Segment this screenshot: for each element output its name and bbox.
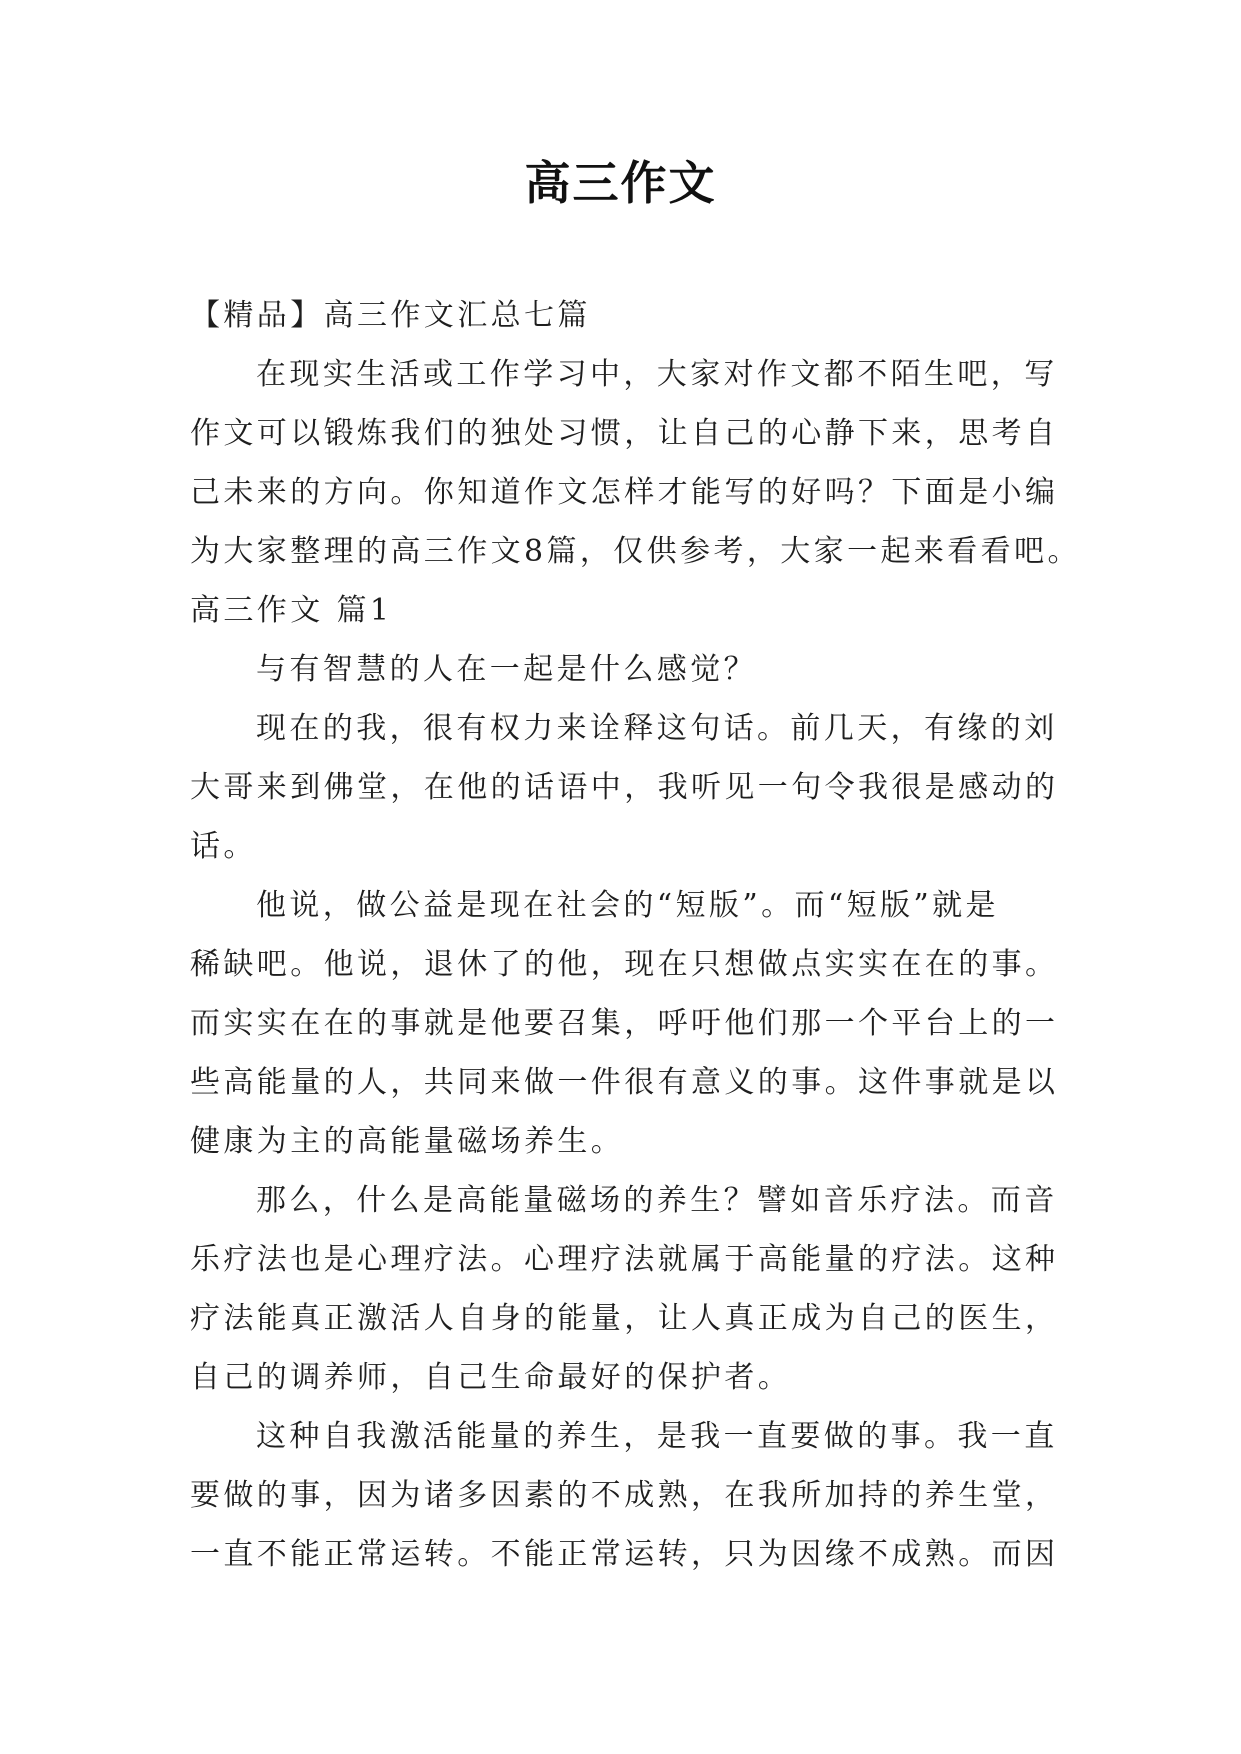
text-line: 他说，做公益是现在社会的“短版”。而“短版”就是 xyxy=(256,888,999,923)
text-line: 与有智慧的人在一起是什么感觉？ xyxy=(256,652,757,687)
text-line: 大哥来到佛堂，在他的话语中，我听见一句令我很是感动的 xyxy=(190,770,1059,805)
document-body xyxy=(190,286,1081,1584)
text-line: 【精品】高三作文汇总七篇 xyxy=(190,298,591,333)
text-line: 疗法能真正激活人自身的能量，让人真正成为自己的医生， xyxy=(190,1301,1059,1336)
text-line: 自己的调养师，自己生命最好的保护者。 xyxy=(190,1360,792,1395)
text-line: 在现实生活或工作学习中，大家对作文都不陌生吧，写 xyxy=(256,357,1058,392)
text-line: 些高能量的人，共同来做一件很有意义的事。这件事就是以 xyxy=(190,1065,1059,1100)
text-line: 乐疗法也是心理疗法。心理疗法就属于高能量的疗法。这种 xyxy=(190,1242,1059,1277)
document-title: 高三作文 xyxy=(524,156,717,210)
text-line: 稀缺吧。他说，退休了的他，现在只想做点实实在在的事。 xyxy=(190,947,1059,982)
text-line: 一直不能正常运转。不能正常运转，只为因缘不成熟。而因 xyxy=(190,1537,1059,1572)
text-line: 己未来的方向。你知道作文怎样才能写的好吗？下面是小编 xyxy=(190,475,1059,510)
text-line: 现在的我，很有权力来诠释这句话。前几天，有缘的刘 xyxy=(256,711,1058,746)
text-line: 作文可以锻炼我们的独处习惯，让自己的心静下来，思考自 xyxy=(190,416,1059,451)
text-line: 那么，什么是高能量磁场的养生？譬如音乐疗法。而音 xyxy=(256,1183,1058,1218)
text-line: 高三作文 篇1 xyxy=(190,593,393,628)
text-line: 要做的事，因为诸多因素的不成熟，在我所加持的养生堂， xyxy=(190,1478,1059,1513)
text-line: 话。 xyxy=(190,829,257,864)
text-line: 健康为主的高能量磁场养生。 xyxy=(190,1124,625,1159)
text-line: 为大家整理的高三作文8篇，仅供参考，大家一起来看看吧。 xyxy=(190,534,1081,569)
text-line: 而实实在在的事就是他要召集，呼吁他们那一个平台上的一 xyxy=(190,1006,1059,1041)
text-line: 这种自我激活能量的养生，是我一直要做的事。我一直 xyxy=(256,1419,1058,1454)
